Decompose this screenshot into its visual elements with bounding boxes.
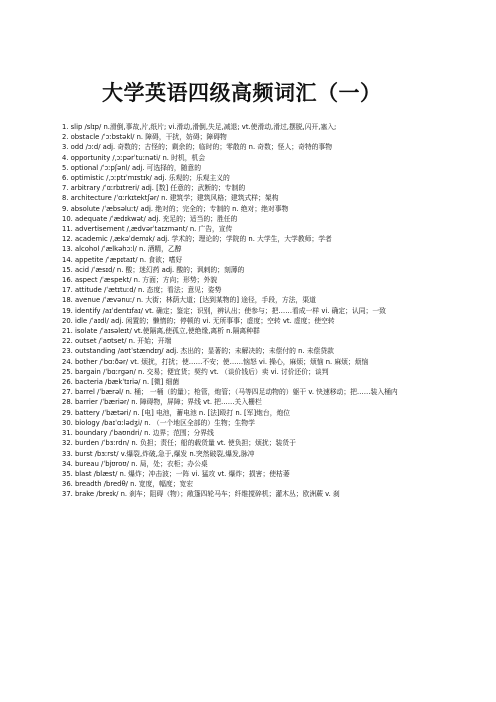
vocabulary-list [62, 122, 458, 500]
vocabulary-entry: 18. avenue /ˈævənuː/ n. 大街；林荫大道；[达到某物的] 途径，手段，方法，渠道 [62, 296, 316, 305]
vocabulary-entry: 37. brake /breɪk/ n. 刹车；阻碍（物）；敞篷四轮马车；纤维搅碎机；灌木丛；欧洲蕨 v. 刹 [62, 490, 340, 499]
vocabulary-entry: 35. blast /blæst/ n. 爆炸；冲击波；一阵 vi. 猛攻 vt. 爆炸；损害；使枯萎 [62, 469, 290, 478]
vocabulary-entry: 20. idle /ˈaɪdl/ adj. 闲置的；懒惰的；停顿的 vi. 无所事事；虚度；空转 vt. 虚度；使空转 [62, 316, 335, 325]
vocabulary-entry: 34. bureau /ˈbjʊroʊ/ n. 局，处；衣柜；办公桌 [62, 459, 208, 468]
vocabulary-entry: 2. obstacle /ˈɔːbstəkl/ n. 障碍，干扰，妨碍；障碍物 [62, 133, 227, 142]
vocabulary-entry: 27. barrel /ˈbærəl/ n. 桶； 一桶（的量）；枪管，炮管；（马等四足动物的）躯干 v. 快速移动；把……装入桶内 [62, 388, 398, 397]
vocabulary-entry: 5. optional /ˈɔːpʃənl/ adj. 可选择的，随意的 [62, 163, 202, 172]
vocabulary-entry: 28. barrier /ˈbæriər/ n. 障碍物，屏障；界线 vt. 把……关入栅栏 [62, 398, 262, 407]
vocabulary-entry: 7. arbitrary /ˈɑːrbɪtreri/ adj. [数] 任意的；武断的；专制的 [62, 184, 246, 193]
vocabulary-entry: 8. architecture /ˈɑːrkɪtektʃər/ n. 建筑学；建筑风格；建筑式样；架构 [62, 194, 279, 203]
vocabulary-entry: 15. acid /ˈæsɪd/ n. 酸；迷幻药 adj. 酸的；讽刺的；刻薄的 [62, 265, 245, 274]
vocabulary-entry: 13. alcohol /ˈælkəhɔːl/ n. 酒精，乙醇 [62, 245, 182, 254]
vocabulary-entry: 21. isolate /ˈaɪsəleɪt/ vt.使隔离,使孤立,使绝缘,离析 n.隔离种群 [62, 327, 260, 336]
vocabulary-entry: 1. slip /slɪp/ n.滑倒,事故,片,纸片; vi.滑动,滑倒,失足,减退; vt.使滑动,滑过,摆脱,闪开,塞入; [62, 123, 337, 131]
vocabulary-entry: 14. appetite /ˈæpɪtaɪt/ n. 食欲；嗜好 [62, 255, 183, 264]
vocabulary-entry: 30. biology /baɪˈɑːlədʒi/ n. （一个地区全部的）生物；生物学 [62, 418, 255, 427]
vocabulary-entry: 4. opportunity /ˌɔːpərˈtuːnəti/ n. 时机，机会 [62, 153, 206, 162]
vocabulary-entry: 11. advertisement /ˌædvərˈtaɪzmənt/ n. 广告，宣传 [62, 225, 233, 234]
vocabulary-entry: 12. academic /ˌækəˈdemɪk/ adj. 学术的；理论的；学院的 n. 大学生，大学教师；学者 [62, 235, 332, 244]
vocabulary-entry: 24. bother /ˈbɑːðər/ vt. 烦扰，打扰；使……不安；使……恼怒 vi. 操心，麻烦；烦恼 n. 麻烦；烦恼 [62, 357, 369, 366]
vocabulary-entry: 9. absolute /ˈæbsəluːt/ adj. 绝对的；完全的；专制的 n. 绝对；绝对事物 [62, 204, 289, 213]
document-title: 大学英语四级高频词汇（一） [102, 81, 382, 105]
vocabulary-entry: 17. attitude /ˈætɪtuːd/ n. 态度；看法；意见；姿势 [62, 286, 222, 295]
vocabulary-entry: 36. breadth /bredθ/ n. 宽度，幅度；宽宏 [62, 480, 194, 489]
vocabulary-entry: 19. identify /aɪˈdentɪfaɪ/ vt. 确定；鉴定；识别，辨认出；使参与；把……看成一样 vi. 确定；认同；一致 [62, 306, 386, 315]
vocabulary-entry: 32. burden /ˈbɜːrdn/ n. 负担；责任；船的载货量 vt. 使负担；烦扰；装货于 [62, 439, 296, 448]
vocabulary-entry: 10. adequate /ˈædɪkwət/ adj. 充足的；适当的；胜任的 [62, 214, 238, 223]
vocabulary-entry: 6. optimistic /ˌɔːptɪˈmɪstɪk/ adj. 乐观的；乐观主义的 [62, 174, 230, 183]
vocabulary-entry: 22. outset /ˈaʊtset/ n. 开始；开端 [62, 337, 172, 346]
vocabulary-entry: 33. burst /bɜːrst/ v.爆裂,炸破,急于,爆发 n.突然破裂,爆发,脉冲 [62, 449, 255, 458]
vocabulary-entry: 23. outstanding /aʊtˈstændɪŋ/ adj. 杰出的；显著的；未解决的；未偿付的 n. 未偿贷款 [62, 347, 334, 356]
vocabulary-entry: 26. bacteria /bækˈtɪriə/ n. [微] 细菌 [62, 378, 180, 387]
vocabulary-entry: 3. odd /ɔːd/ adj. 奇数的；古怪的；剩余的；临时的；零散的 n. 奇数；怪人；奇特的事物 [62, 143, 333, 152]
vocabulary-entry: 25. bargain /ˈbɑːrgən/ n. 交易；便宜货；契约 vt. （谈价钱后）卖 vi. 讨价还价；谈判 [62, 367, 329, 376]
vocabulary-entry: 16. aspect /ˈæspekt/ n. 方面；方向；形势；外貌 [62, 276, 218, 285]
vocabulary-entry: 31. boundary /ˈbaʊndri/ n. 边界；范围；分界线 [62, 429, 214, 438]
vocabulary-entry: 29. battery /ˈbætəri/ n. [电] 电池，蓄电池 n. [法]殴打 n. [军]炮台，炮位 [62, 408, 291, 417]
